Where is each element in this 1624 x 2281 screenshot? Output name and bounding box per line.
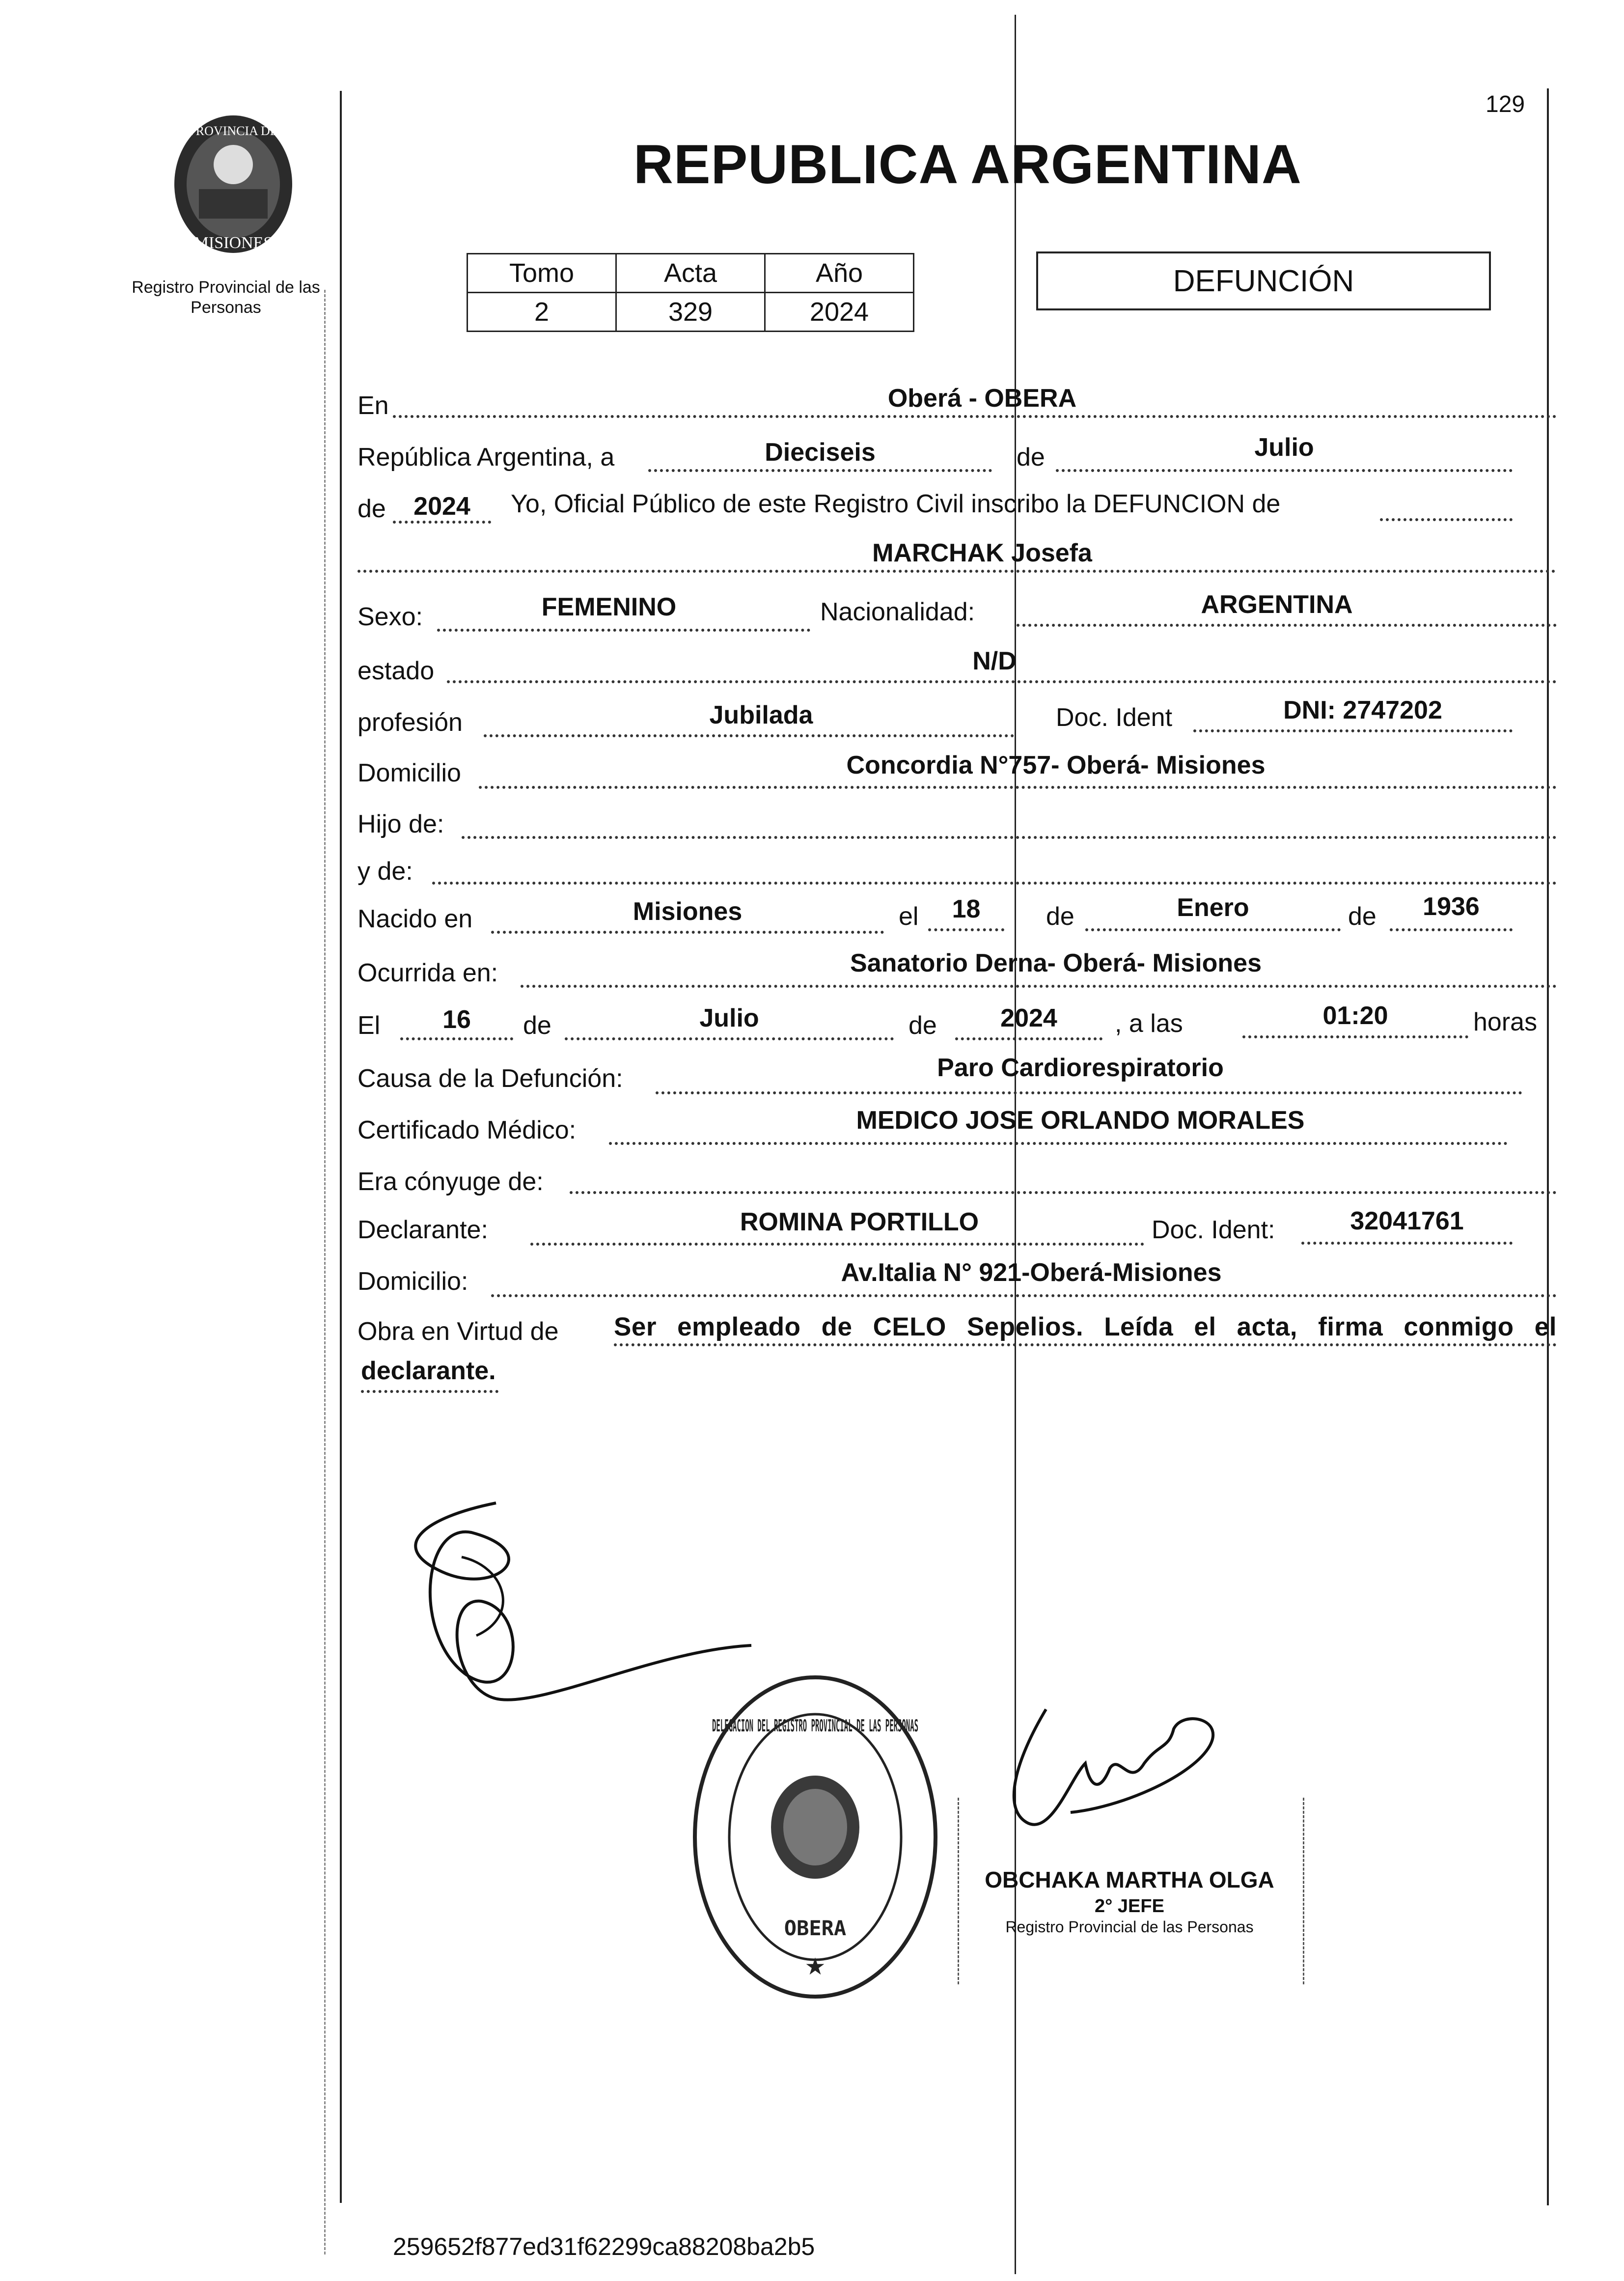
en-value: Oberá - OBERA — [887, 384, 1077, 413]
meta-value-acta: 329 — [616, 293, 765, 332]
seal-ring-text: DELEGACION DEL REGISTRO PROVINCIAL DE LAS PERSONAS — [712, 1716, 918, 1736]
profesion-label: profesión — [358, 708, 463, 737]
year-value: 2024 — [413, 492, 470, 521]
ocurrida-value: Sanatorio Derna- Oberá- Misiones — [850, 949, 1262, 977]
de-label: de — [1017, 443, 1045, 472]
death-time-line — [1242, 1035, 1468, 1038]
page-number: 129 — [1486, 91, 1525, 117]
sexo-label: Sexo: — [358, 603, 423, 631]
declarante-line — [530, 1243, 1144, 1246]
registry-label: Registro Provincial de las Personas — [132, 278, 320, 317]
horas-label: horas — [1473, 1008, 1538, 1036]
day-line — [648, 469, 992, 472]
month-value: Julio — [1254, 433, 1314, 462]
nacionalidad-value: ARGENTINA — [1201, 590, 1353, 619]
meta-header-acta: Acta — [616, 254, 765, 293]
meta-value-ano: 2024 — [765, 293, 914, 332]
hijo-label: Hijo de: — [358, 810, 444, 838]
province-emblem — [160, 106, 307, 263]
birth-de-label: de — [1046, 902, 1074, 931]
nacido-line — [491, 931, 884, 934]
yde-line — [432, 882, 1557, 885]
yde-label: y de: — [358, 857, 413, 886]
emblem-top-text: PROVINCIA DE — [189, 124, 278, 138]
certificado-line — [609, 1142, 1508, 1145]
official-name: OBCHAKA MARTHA OLGA — [985, 1867, 1274, 1892]
causa-value: Paro Cardiorespiratorio — [937, 1054, 1224, 1082]
deceased-name: MARCHAK Josefa — [872, 539, 1092, 567]
causa-line — [656, 1091, 1522, 1094]
right-margin-line — [1547, 88, 1549, 2205]
outer-left-line — [324, 290, 326, 2254]
death-time: 01:20 — [1322, 1001, 1388, 1030]
doc-line — [1193, 729, 1513, 732]
obra-line-2 — [361, 1390, 498, 1393]
hijo-line — [462, 836, 1557, 839]
nacido-label: Nacido en — [358, 905, 473, 933]
declarante-value: ROMINA PORTILLO — [740, 1208, 979, 1236]
day-value: Dieciseis — [765, 438, 876, 467]
nacionalidad-line — [1017, 624, 1557, 627]
republica-label: República Argentina, a — [358, 443, 615, 472]
estado-value: N/D — [972, 647, 1017, 675]
doc2-value: 32041761 — [1350, 1207, 1464, 1235]
meta-header-ano: Año — [765, 254, 914, 293]
month-line — [1056, 469, 1513, 472]
certificado-value: MEDICO JOSE ORLANDO MORALES — [856, 1106, 1305, 1135]
sexo-line — [437, 629, 810, 632]
official-rank: 2° JEFE — [1095, 1896, 1164, 1917]
domicilio-label: Domicilio — [358, 759, 461, 787]
profesion-value: Jubilada — [709, 701, 813, 729]
el2-label: El — [358, 1011, 381, 1040]
en-label: En — [358, 391, 389, 420]
estado-label: estado — [358, 657, 435, 685]
ocurrida-line — [521, 985, 1557, 988]
birth-de-label-2: de — [1348, 902, 1376, 931]
birth-day-line — [928, 928, 1004, 931]
death-day-line — [400, 1037, 513, 1040]
en-line — [393, 415, 1557, 418]
conyuge-line-fill — [570, 1191, 1557, 1194]
death-day: 16 — [442, 1005, 471, 1034]
obra-label: Obra en Virtud de — [358, 1317, 559, 1346]
nacido-value: Misiones — [633, 897, 743, 926]
domicilio-line — [479, 786, 1557, 789]
doc-label: Doc. Ident — [1056, 703, 1173, 732]
seal-bottom-text: OBERA — [784, 1916, 847, 1940]
de-label-2: de — [358, 495, 386, 523]
alas-label: , a las — [1115, 1009, 1183, 1038]
nacionalidad-label: Nacionalidad: — [820, 598, 975, 626]
birth-month: Enero — [1177, 893, 1249, 922]
domicilio2-line — [491, 1294, 1557, 1297]
yo-trailing-line — [1380, 518, 1513, 521]
obra-value-line2: declarante. — [361, 1357, 496, 1385]
death-month-line — [565, 1037, 894, 1040]
act-type-box: DEFUNCIÓN — [1036, 251, 1491, 310]
obra-value-line1: Ser empleado de CELO Sepelios. Leída el acta, firma conmigo el — [614, 1312, 1557, 1341]
death-de-label-2: de — [908, 1011, 937, 1040]
official-office: Registro Provincial de las Personas — [1005, 1918, 1254, 1936]
domicilio2-value: Av.Italia N° 921-Oberá-Misiones — [841, 1258, 1222, 1287]
emblem-bottom-text: MISIONES — [193, 234, 273, 252]
sexo-value: FEMENINO — [541, 593, 677, 621]
meta-value-tomo: 2 — [468, 293, 616, 332]
doc2-label: Doc. Ident: — [1152, 1216, 1275, 1244]
doc-value: DNI: 2747202 — [1283, 696, 1442, 724]
meta-header-tomo: Tomo — [468, 254, 616, 293]
el-label: el — [899, 902, 919, 931]
meta-table — [467, 253, 914, 332]
left-margin-line — [340, 91, 342, 2203]
profesion-line — [484, 734, 1014, 737]
domicilio-value: Concordia N°757- Oberá- Misiones — [846, 751, 1266, 779]
estado-line — [447, 680, 1557, 683]
domicilio2-label: Domicilio: — [358, 1267, 468, 1296]
birth-month-line — [1085, 928, 1341, 931]
birth-day: 18 — [952, 895, 981, 923]
document-title: REPUBLICA ARGENTINA — [633, 134, 1302, 195]
document-hash: 259652f877ed31f62299ca88208ba2b5 — [393, 2233, 815, 2260]
death-month: Julio — [699, 1004, 759, 1032]
death-year-line — [955, 1037, 1102, 1040]
name-line — [358, 570, 1556, 573]
death-de-label: de — [523, 1011, 551, 1040]
obra-line-1 — [614, 1343, 1557, 1346]
death-year: 2024 — [1000, 1004, 1057, 1032]
declarante-label: Declarante: — [358, 1216, 488, 1244]
conyuge-label: Era cónyuge de: — [358, 1168, 544, 1196]
birth-year-line — [1390, 928, 1513, 931]
yo-text: Yo, Oficial Público de este Registro Civil inscribo la DEFUNCION de — [511, 490, 1281, 518]
registry-seal — [688, 1670, 943, 2004]
seal-star-icon: ★ — [804, 1954, 826, 1980]
doc2-line — [1301, 1242, 1513, 1245]
year-line — [393, 521, 491, 524]
certificado-label: Certificado Médico: — [358, 1116, 577, 1144]
birth-year: 1936 — [1423, 892, 1480, 921]
ocurrida-label: Ocurrida en: — [358, 959, 498, 987]
causa-label: Causa de la Defunción: — [358, 1064, 623, 1093]
